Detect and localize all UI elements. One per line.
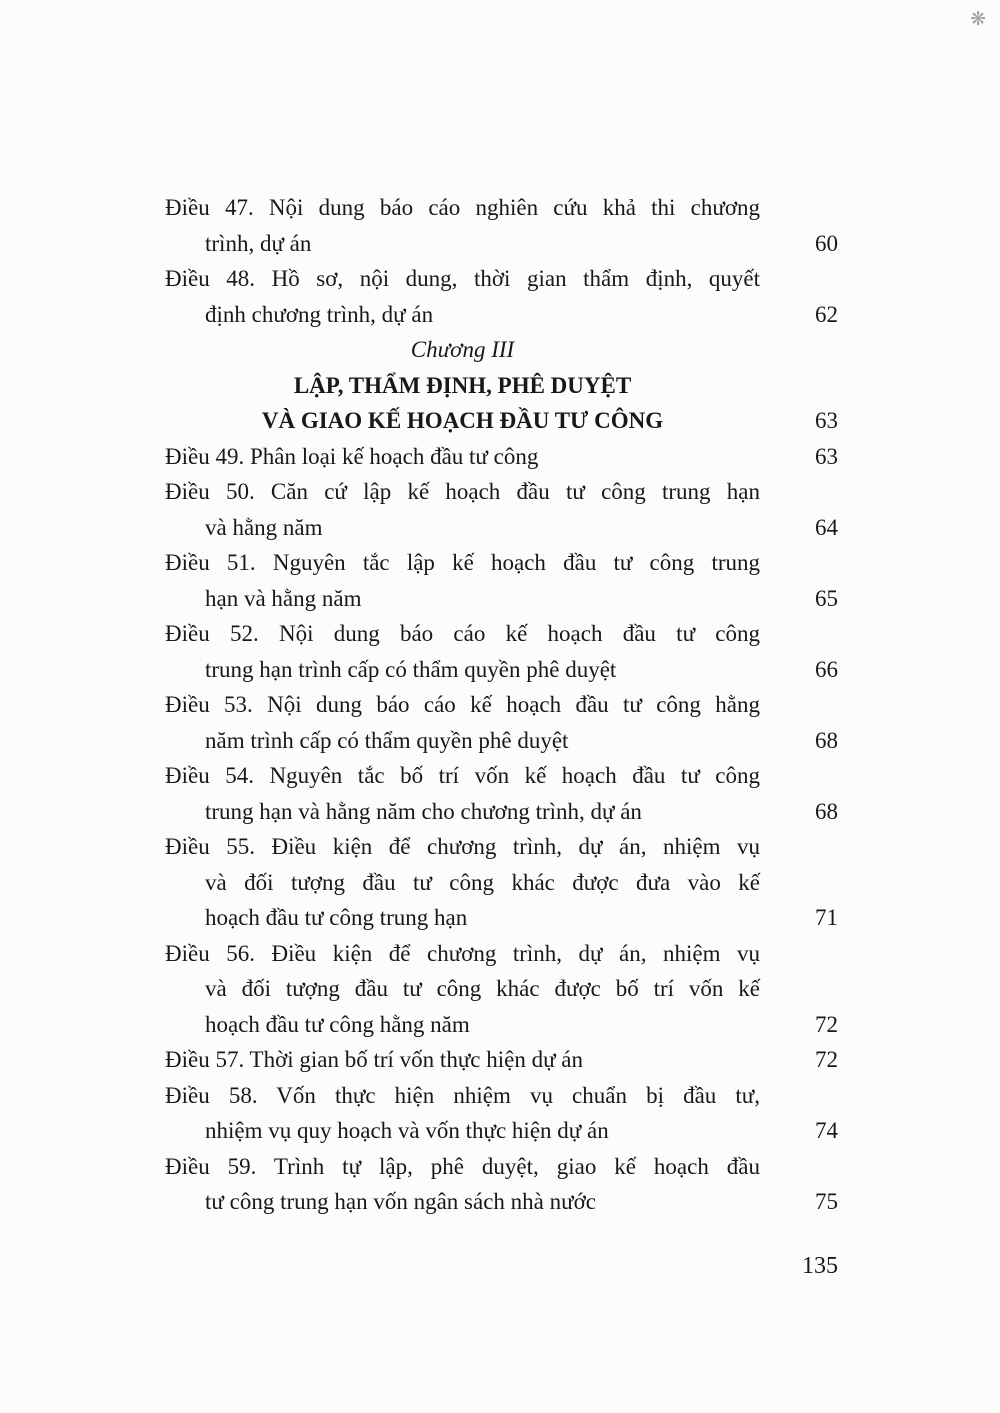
entry-text xyxy=(165,474,760,545)
entry-text xyxy=(165,1149,760,1220)
entry-page-number: 74 xyxy=(815,1118,838,1143)
entry-page-number: 66 xyxy=(815,656,838,682)
entry-line: hạn và hằng năm xyxy=(205,585,362,611)
entry-line: năm trình cấp có thẩm quyền phê duyệt xyxy=(205,727,569,753)
entry-text xyxy=(165,936,760,1043)
entry-line: tư công trung hạn vốn ngân sách nhà nước xyxy=(205,1189,596,1214)
entry-line: Điều 48. Hồ sơ, nội dung, thời gian thẩm định, quyết xyxy=(165,266,760,291)
entry-line: định chương trình, dự án xyxy=(205,301,434,327)
entry-line: hoạch đầu tư công trung hạn xyxy=(205,905,468,930)
entry-line: Điều 59. Trình tự lập, phê duyệt, giao kế hoạch đầu xyxy=(165,1153,760,1179)
entry-text xyxy=(165,545,760,616)
entry-page-number: 64 xyxy=(815,514,838,540)
toc-entry xyxy=(165,439,838,475)
entry-text xyxy=(165,261,760,332)
entry-line: Điều 53. Nội dung báo cáo kế hoạch đầu tư công hằng xyxy=(165,692,760,717)
toc-entry xyxy=(165,1078,838,1149)
entry-line: Điều 54. Nguyên tắc bố trí vốn kế hoạch đầu tư công xyxy=(165,763,760,788)
entry-page-number: 68 xyxy=(815,798,838,824)
entry-line: Điều 52. Nội dung báo cáo kế hoạch đầu tư công xyxy=(165,621,760,646)
entry-line: Điều 49. Phân loại kế hoạch đầu tư công xyxy=(165,443,539,469)
entry-text xyxy=(165,829,760,936)
entry-line: trình, dự án xyxy=(205,230,312,256)
entry-line: Điều 56. Điều kiện để chương trình, dự án, nhiệm vụ xyxy=(165,940,760,966)
toc-entry xyxy=(165,1042,838,1078)
entry-page-number: 63 xyxy=(815,443,838,469)
entry-line: Điều 55. Điều kiện để chương trình, dự án, nhiệm vụ xyxy=(165,834,760,859)
entry-line: và đối tượng đầu tư công khác được bố trí vốn kế xyxy=(205,976,760,1001)
entry-page-number: 75 xyxy=(815,1189,838,1214)
entry-page-number: 72 xyxy=(815,1011,838,1037)
chapter-heading-row xyxy=(165,332,838,439)
toc-entry xyxy=(165,1149,838,1220)
toc-entry xyxy=(165,190,838,261)
entry-line: Điều 57. Thời gian bố trí vốn thực hiện dự án xyxy=(165,1047,584,1072)
chapter-title-line: VÀ GIAO KẾ HOẠCH ĐẦU TƯ CÔNG xyxy=(261,408,664,433)
toc-entry xyxy=(165,545,838,616)
entry-page-number: 72 xyxy=(815,1047,838,1072)
entry-line: nhiệm vụ quy hoạch và vốn thực hiện dự án xyxy=(205,1118,609,1143)
entry-page-number: 62 xyxy=(815,301,838,327)
entry-page-number: 63 xyxy=(815,408,838,433)
entry-text xyxy=(165,439,760,475)
toc-entry xyxy=(165,758,838,829)
entry-text xyxy=(165,758,760,829)
table-of-contents xyxy=(165,190,838,1220)
entry-page-number: 68 xyxy=(815,727,838,753)
toc-entry xyxy=(165,261,838,332)
entry-text xyxy=(165,616,760,687)
entry-line: Điều 50. Căn cứ lập kế hoạch đầu tư công trung hạn xyxy=(165,479,760,504)
flower-icon: ❋ xyxy=(970,9,986,30)
entry-page-number: 60 xyxy=(815,230,838,256)
toc-entry xyxy=(165,616,838,687)
entry-line: trung hạn và hằng năm cho chương trình, dự án xyxy=(205,798,642,824)
entry-text xyxy=(165,190,760,261)
entry-page-number: 71 xyxy=(815,905,838,930)
entry-line: hoạch đầu tư công hằng năm xyxy=(205,1011,470,1037)
entry-page-number: 65 xyxy=(815,585,838,611)
entry-text xyxy=(165,687,760,758)
toc-entry xyxy=(165,829,838,936)
entry-text xyxy=(165,1078,760,1149)
chapter-title-line: LẬP, THẨM ĐỊNH, PHÊ DUYỆT xyxy=(293,372,632,398)
toc-entry xyxy=(165,936,838,1043)
toc-entry xyxy=(165,474,838,545)
page-number: 135 xyxy=(802,1253,838,1279)
entry-line: Điều 51. Nguyên tắc lập kế hoạch đầu tư công trung xyxy=(165,550,760,575)
entry-line: Điều 47. Nội dung báo cáo nghiên cứu khả thi chương xyxy=(165,195,760,220)
entry-line: và hằng năm xyxy=(205,514,323,540)
entry-text xyxy=(165,1042,760,1078)
entry-line: và đối tượng đầu tư công khác được đưa vào kế xyxy=(205,869,760,895)
toc-entry xyxy=(165,687,838,758)
entry-text xyxy=(165,332,760,439)
entry-line: Điều 58. Vốn thực hiện nhiệm vụ chuẩn bị đầu tư, xyxy=(165,1082,760,1108)
entry-line: trung hạn trình cấp có thẩm quyền phê duyệt xyxy=(205,656,617,682)
chapter-label: Chương III xyxy=(410,337,515,362)
